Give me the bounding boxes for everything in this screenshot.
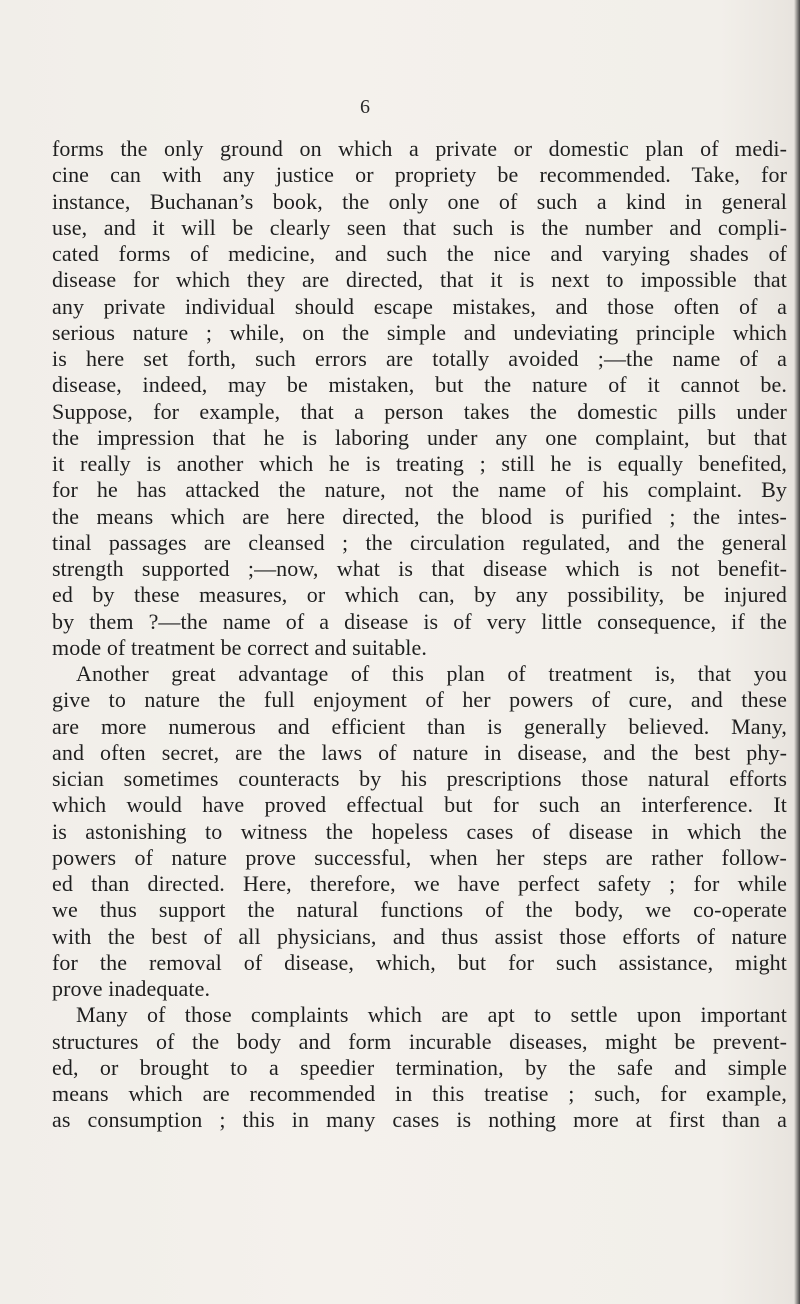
page-edge-shadow [794,0,800,1304]
text-line: which would have proved effectual but for such an interference. It [52,792,787,818]
text-line: instance, Buchanan’s book, the only one of such a kind in general [52,188,787,214]
text-line: strength supported ;—now, what is that disease which is not benefit- [52,556,787,581]
text-line: as consumption ; this in many cases is nothing more at first than a [52,1107,787,1133]
text-line: Another great advantage of this plan of treatment is, that you [76,661,787,686]
text-line: the means which are here directed, the blood is purified ; the intes- [52,503,787,529]
page-number: 6 [360,96,370,118]
text-line: prove inadequate. [52,976,211,1001]
text-line: cated forms of medicine, and such the nice and varying shades of [52,241,787,266]
text-line: any private individual should escape mistakes, and those often of a [52,293,787,319]
body-text [52,136,787,1134]
text-line: Suppose, for example, that a person takes the domestic pills under [52,398,787,424]
text-line: and often secret, are the laws of nature in disease, and the best phy- [52,739,787,765]
text-line: structures of the body and form incurable diseases, might be prevent- [52,1028,787,1054]
text-line: with the best of all physicians, and thus assist those efforts of nature [52,923,787,949]
text-line: cine can with any justice or propriety be recommended. Take, for [52,162,787,188]
text-line: is here set forth, such errors are totally avoided ;—the name of a [52,346,787,371]
text-line: ed, or brought to a speedier termination, by the safe and simple [52,1054,787,1080]
text-line: serious nature ; while, on the simple and undeviating principle which [52,319,787,345]
text-line: use, and it will be clearly seen that such is the number and compli- [52,214,787,240]
text-line: powers of nature prove successful, when her steps are rather follow- [52,844,787,870]
text-line: is astonishing to witness the hopeless cases of disease in which the [52,818,787,844]
text-line: are more numerous and efficient than is generally believed. Many, [52,713,787,739]
text-line: ed than directed. Here, therefore, we have perfect safety ; for while [52,871,787,896]
text-line: means which are recommended in this treatise ; such, for example, [52,1081,787,1106]
text-line: we thus support the natural functions of the body, we co-operate [52,897,787,923]
text-line: the impression that he is laboring under any one complaint, but that [52,424,787,450]
text-line: disease for which they are directed, that it is next to impossible that [52,267,787,293]
text-line: mode of treatment be correct and suitable. [52,634,427,660]
text-line: for the removal of disease, which, but for such assistance, might [52,949,787,975]
text-line: Many of those complaints which are apt to settle upon important [76,1002,787,1028]
text-line: for he has attacked the nature, not the name of his complaint. By [52,477,787,503]
text-line: forms the only ground on which a private or domestic plan of medi- [52,136,787,161]
text-line: tinal passages are cleansed ; the circulation regulated, and the general [52,529,787,555]
text-line: ed by these measures, or which can, by any possibility, be injured [52,582,787,608]
text-line: sician sometimes counteracts by his prescriptions those natural efforts [52,766,787,791]
text-line: give to nature the full enjoyment of her powers of cure, and these [52,687,787,713]
text-line: disease, indeed, may be mistaken, but the nature of it cannot be. [52,372,787,398]
text-line: it really is another which he is treating ; still he is equally benefited, [52,451,787,476]
text-line: by them ?—the name of a disease is of very little consequence, if the [52,608,787,634]
